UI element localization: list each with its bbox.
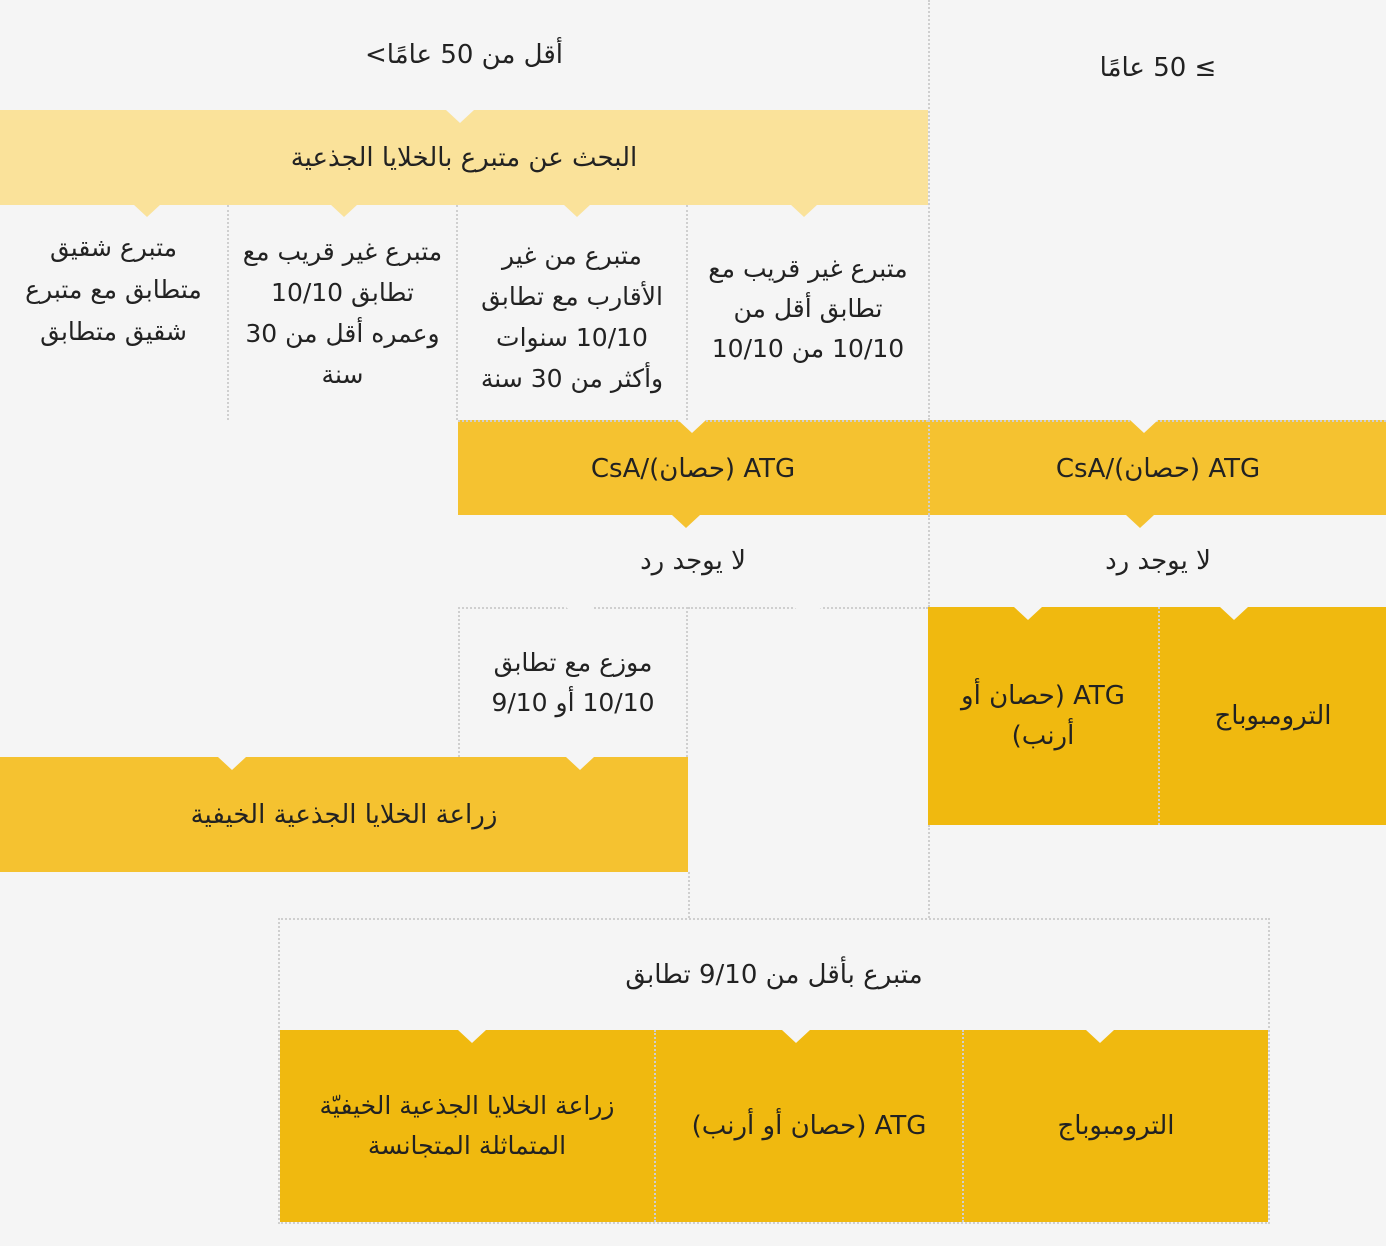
donor-search-box	[0, 110, 928, 205]
arrow-col3	[563, 204, 591, 217]
right-eltrombopag-label: الترومبوباج	[1214, 701, 1332, 731]
connector-center	[688, 872, 690, 918]
age-over-50-label: ≥ 50 عامًا	[1099, 53, 1217, 83]
stem-cell-transplant	[0, 757, 688, 872]
donor-unrelated-over-30	[458, 205, 688, 420]
arrow-distributed	[566, 607, 594, 620]
donor-unrelated-less-10-label: متبرع غير قريب مع تطابق أقل من 10/10 من 10/10	[708, 254, 908, 363]
age-under-50-label: أقل من 50 عامًا>	[364, 40, 564, 70]
partial-match-donor-label: متبرع بأقل من 9/10 تطابق	[625, 960, 923, 990]
arrow-bottom-eltrombopag	[1086, 1030, 1114, 1043]
stem-cell-transplant-label: زراعة الخلايا الجذعية الخيفية	[190, 799, 498, 830]
arrow-mid-down	[794, 607, 822, 620]
no-response-right-label: لا يوجد رد	[1105, 546, 1211, 576]
atg-csa-left	[458, 420, 928, 515]
arrow-atg-right	[1130, 420, 1158, 433]
bottom-atg-label: ATG (حصان أو أرنب)	[691, 1111, 927, 1141]
no-response-left	[458, 515, 928, 607]
donor-sibling-label: متبرع شقيق متطابق مع متبرع شقيق متطابق	[25, 233, 202, 346]
arrow-into-search	[446, 110, 474, 123]
right-atg	[928, 607, 1160, 825]
arrow-col4	[790, 204, 818, 217]
arrow-atg-left	[678, 420, 706, 433]
partial-match-donor	[280, 920, 1268, 1030]
arrow-transplant-left	[218, 757, 246, 770]
arrow-top-left	[446, 6, 474, 19]
connector-right	[928, 825, 930, 918]
bottom-atg	[656, 1030, 964, 1222]
bottom-eltrombopag	[964, 1030, 1268, 1222]
arrow-bottom-atg	[782, 1030, 810, 1043]
bottom-haplo-transplant-label: زراعة الخلايا الجذعية الخيفيّة المتماثلة المتجانسة	[319, 1091, 615, 1160]
donor-unrelated-less-10	[688, 205, 928, 420]
distributed-match	[458, 607, 688, 757]
atg-csa-left-label: ATG (حصان)/CsA	[590, 453, 796, 484]
donor-sibling	[0, 205, 229, 420]
arrow-right-atg	[1014, 607, 1042, 620]
no-response-left-label: لا يوجد رد	[640, 546, 746, 576]
arrow-col1	[133, 204, 161, 217]
atg-csa-right-label: ATG (حصان)/CsA	[1055, 453, 1261, 484]
arrow-noresp-right	[1126, 515, 1154, 528]
right-atg-label: ATG (حصان أو أرنب)	[961, 681, 1125, 751]
arrow-col2	[330, 204, 358, 217]
right-eltrombopag	[1160, 607, 1386, 825]
donor-unrelated-over-30-label: متبرع من غير الأقارب مع تطابق 10/10 سنوات وأكثر من 30 سنة	[480, 241, 664, 393]
donor-unrelated-under-30-label: متبرع غير قريب مع تطابق 10/10 وعمره أقل من 30 سنة	[242, 237, 443, 389]
arrow-right-eltrombopag	[1220, 607, 1248, 620]
distributed-match-label: موزع مع تطابق 10/10 أو 9/10	[491, 648, 655, 717]
no-response-right	[928, 515, 1386, 607]
donor-search-label: البحث عن متبرع بالخلايا الجذعية	[290, 142, 638, 173]
arrow-noresp-left	[672, 515, 700, 528]
atg-csa-right	[928, 420, 1386, 515]
arrow-bottom-haplo	[458, 1030, 486, 1043]
age-over-50	[928, 0, 1386, 420]
bottom-eltrombopag-label: الترومبوباج	[1057, 1111, 1175, 1141]
arrow-transplant-right	[566, 757, 594, 770]
bottom-haplo-transplant	[280, 1030, 656, 1222]
donor-unrelated-under-30	[229, 205, 458, 420]
arrow-top-right	[1126, 6, 1154, 19]
